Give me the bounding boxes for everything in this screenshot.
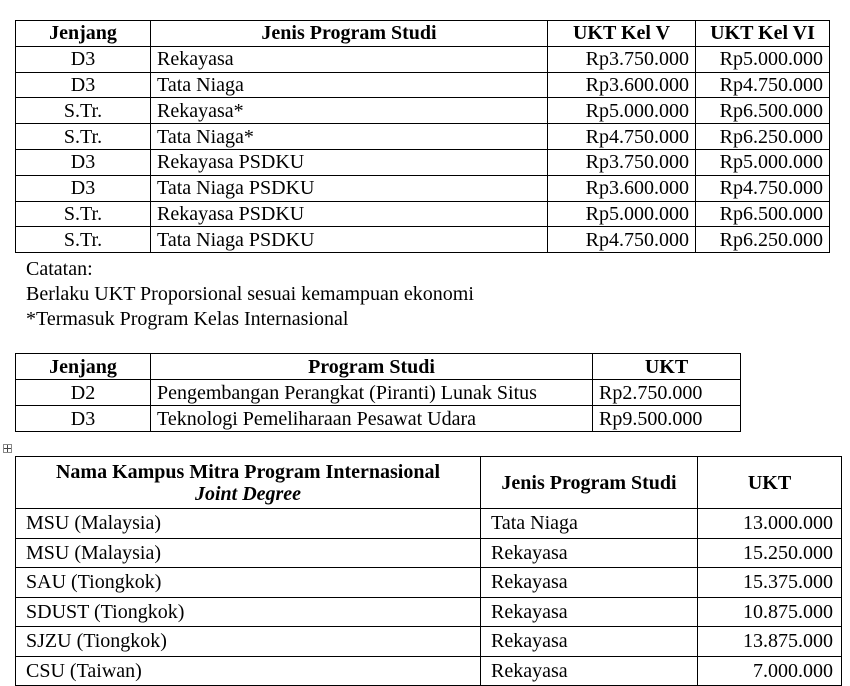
table-row xyxy=(16,380,741,406)
cell-ukt-v: Rp5.000.000 xyxy=(548,98,696,124)
cell-program: Rekayasa PSDKU xyxy=(151,201,548,227)
cell-jenjang: D3 xyxy=(16,46,151,72)
cell-program: Rekayasa xyxy=(481,568,698,598)
table-row xyxy=(16,568,842,598)
cell-ukt: 10.875.000 xyxy=(698,597,842,627)
cell-program: Rekayasa xyxy=(481,597,698,627)
cell-ukt-v: Rp3.600.000 xyxy=(548,72,696,98)
cell-ukt-v: Rp5.000.000 xyxy=(548,201,696,227)
header-joint-degree: Joint Degree xyxy=(194,482,302,505)
header-program-studi: Program Studi xyxy=(151,354,593,380)
cell-jenjang: S.Tr. xyxy=(16,124,151,150)
cell-ukt-vi: Rp5.000.000 xyxy=(696,149,830,175)
cell-ukt-v: Rp3.750.000 xyxy=(548,46,696,72)
header-nama-kampus-main: Nama Kampus Mitra Program Internasional xyxy=(55,460,441,483)
cell-ukt: 13.875.000 xyxy=(698,627,842,657)
cell-jenjang: D3 xyxy=(16,72,151,98)
cell-jenjang: S.Tr. xyxy=(16,227,151,253)
cell-ukt: 15.375.000 xyxy=(698,568,842,598)
header-ukt-kel-vi: UKT Kel VI xyxy=(696,21,830,47)
cell-program: Tata Niaga xyxy=(151,72,548,98)
cell-program: Rekayasa PSDKU xyxy=(151,149,548,175)
cell-ukt-vi: Rp5.000.000 xyxy=(696,46,830,72)
cell-program: Tata Niaga xyxy=(481,509,698,539)
cell-ukt-v: Rp4.750.000 xyxy=(548,227,696,253)
header-jenis-program-studi: Jenis Program Studi xyxy=(151,21,548,47)
cell-kampus: MSU (Malaysia) xyxy=(16,509,481,539)
cell-kampus: SDUST (Tiongkok) xyxy=(16,597,481,627)
header-ukt: UKT xyxy=(593,354,741,380)
ukt-table-kelompok xyxy=(15,20,830,253)
table-header-row xyxy=(16,21,830,47)
cell-program: Rekayasa xyxy=(151,46,548,72)
header-nama-kampus xyxy=(16,457,481,509)
table-move-handle-icon[interactable] xyxy=(3,444,12,453)
cell-program: Tata Niaga PSDKU xyxy=(151,175,548,201)
ukt-table-joint-degree xyxy=(15,456,842,686)
notes-title: Catatan: xyxy=(26,258,93,280)
table-row xyxy=(16,227,830,253)
cell-program: Teknologi Pemeliharaan Pesawat Udara xyxy=(151,406,593,432)
cell-ukt: 13.000.000 xyxy=(698,509,842,539)
table-header-row xyxy=(16,457,842,509)
cell-program: Pengembangan Perangkat (Piranti) Lunak Situs xyxy=(151,380,593,406)
cell-jenjang: D2 xyxy=(16,380,151,406)
table-row xyxy=(16,98,830,124)
cell-program: Tata Niaga* xyxy=(151,124,548,150)
cell-ukt-vi: Rp4.750.000 xyxy=(696,72,830,98)
cell-ukt-vi: Rp4.750.000 xyxy=(696,175,830,201)
table-row xyxy=(16,124,830,150)
cell-ukt-vi: Rp6.250.000 xyxy=(696,124,830,150)
ukt-table-program-khusus xyxy=(15,353,741,432)
table-row xyxy=(16,538,842,568)
header-ukt-kel-v: UKT Kel V xyxy=(548,21,696,47)
cell-program: Rekayasa xyxy=(481,656,698,686)
header-ukt: UKT xyxy=(698,457,842,509)
cell-jenjang: D3 xyxy=(16,149,151,175)
cell-ukt-v: Rp4.750.000 xyxy=(548,124,696,150)
cell-ukt: 7.000.000 xyxy=(698,656,842,686)
cell-jenjang: S.Tr. xyxy=(16,98,151,124)
cell-jenjang: S.Tr. xyxy=(16,201,151,227)
cell-kampus: SJZU (Tiongkok) xyxy=(16,627,481,657)
cell-ukt-v: Rp3.750.000 xyxy=(548,149,696,175)
table-row xyxy=(16,149,830,175)
cell-program: Rekayasa xyxy=(481,627,698,657)
table-row xyxy=(16,656,842,686)
table-row xyxy=(16,46,830,72)
cell-ukt-vi: Rp6.250.000 xyxy=(696,227,830,253)
cell-program: Rekayasa* xyxy=(151,98,548,124)
cell-ukt-vi: Rp6.500.000 xyxy=(696,98,830,124)
cell-jenjang: D3 xyxy=(16,406,151,432)
table-row xyxy=(16,406,741,432)
cell-kampus: SAU (Tiongkok) xyxy=(16,568,481,598)
cell-kampus: CSU (Taiwan) xyxy=(16,656,481,686)
cell-kampus: MSU (Malaysia) xyxy=(16,538,481,568)
header-jenjang: Jenjang xyxy=(16,354,151,380)
table-row xyxy=(16,627,842,657)
header-jenis-program-studi: Jenis Program Studi xyxy=(481,457,698,509)
cell-program: Tata Niaga PSDKU xyxy=(151,227,548,253)
cell-jenjang: D3 xyxy=(16,175,151,201)
table-row xyxy=(16,72,830,98)
cell-ukt: Rp2.750.000 xyxy=(593,380,741,406)
cell-ukt: 15.250.000 xyxy=(698,538,842,568)
notes-block xyxy=(26,257,474,332)
note-proporsional: Berlaku UKT Proporsional sesuai kemampuan ekonomi xyxy=(26,283,474,305)
cell-ukt-v: Rp3.600.000 xyxy=(548,175,696,201)
table-row xyxy=(16,175,830,201)
table-header-row xyxy=(16,354,741,380)
note-kelas-internasional: *Termasuk Program Kelas Internasional xyxy=(26,308,349,330)
cell-ukt: Rp9.500.000 xyxy=(593,406,741,432)
cell-program: Rekayasa xyxy=(481,538,698,568)
table-row xyxy=(16,597,842,627)
table-row xyxy=(16,201,830,227)
cell-ukt-vi: Rp6.500.000 xyxy=(696,201,830,227)
header-jenjang: Jenjang xyxy=(16,21,151,47)
table-row xyxy=(16,509,842,539)
